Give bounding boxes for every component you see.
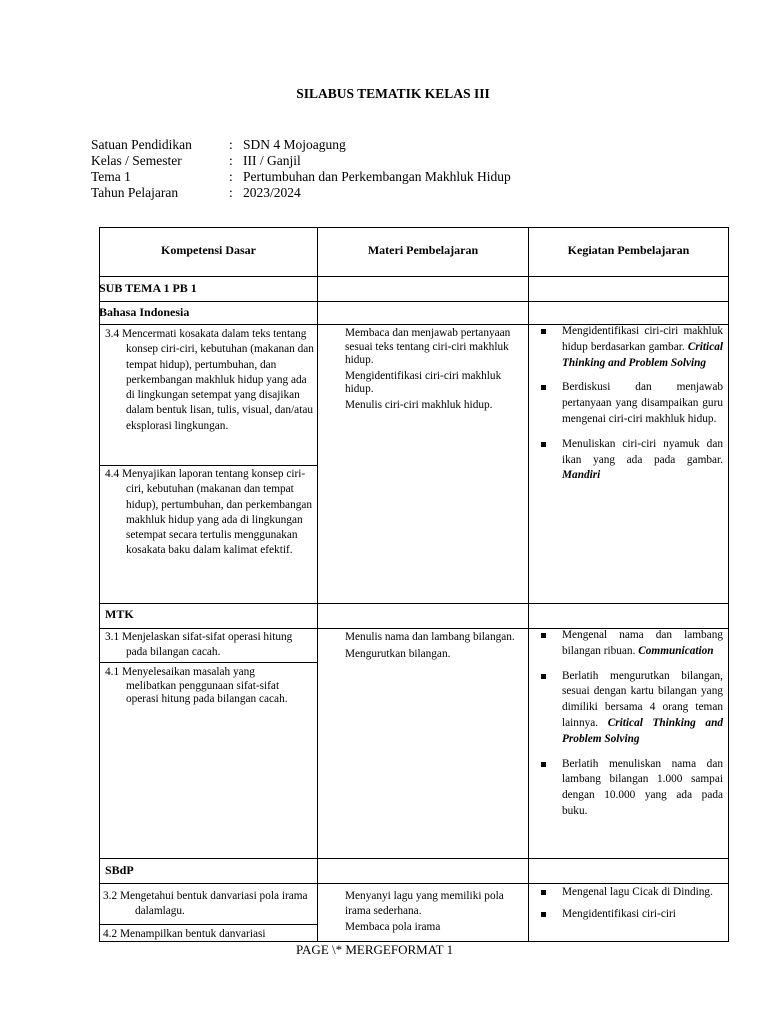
info-block (91, 137, 611, 207)
materi-item: Mengurutkan bilangan. (345, 647, 451, 660)
materi-item: Mengidentifikasi ciri-ciri makhluk hidup. (345, 369, 502, 396)
kegiatan-text: Berlatih menuliskan nama dan lambang bilangan 1.000 sampai dengan 10.000 yang ada pada buku. (562, 757, 723, 817)
materi-item: Menyanyi lagu yang memiliki pola irama sederhana. (345, 890, 504, 917)
kd-item (105, 666, 305, 707)
materi-cell (345, 631, 523, 661)
kd-text: 3.1 Menjelaskan sifat-sifat operasi hitung pada bilangan cacah. (105, 631, 293, 659)
kegiatan-item (538, 907, 723, 923)
materi-item: Menulis nama dan lambang bilangan. (345, 631, 515, 643)
materi-item: Menulis ciri-ciri makhluk hidup. (345, 398, 493, 411)
table-border (99, 276, 729, 277)
kegiatan-item (538, 669, 723, 748)
kegiatan-cell (538, 885, 723, 941)
kegiatan-text: Mengenal lagu Cicak di Dinding. (562, 886, 713, 898)
section-bahasa-indonesia: Bahasa Indonesia (99, 305, 190, 319)
materi-cell (345, 889, 523, 941)
table-border (99, 465, 318, 466)
materi-item: Membaca pola irama (345, 921, 441, 933)
kegiatan-text: Berdiskusi dan menjawab pertanyaan yang disampaikan guru mengenai ciri-ciri makhluk hidup. (562, 381, 723, 425)
info-sep: : (229, 153, 233, 168)
kegiatan-skill: Critical Thinking and Problem Solving (562, 716, 723, 745)
info-value: SDN 4 Mojoagung (243, 137, 346, 152)
kegiatan-skill: Communication (638, 644, 714, 657)
info-value: III / Ganjil (243, 153, 301, 168)
kegiatan-text: Berlatih mengurutkan bilangan, sesuai dengan kartu bilangan yang dimiliki bersama 4 orang teman lainnya. (562, 669, 723, 729)
info-label: Satuan Pendidikan (91, 137, 192, 152)
materi-cell (345, 327, 523, 413)
info-sep: : (229, 169, 233, 184)
info-row-class (91, 153, 611, 170)
kd-text: 4.1 Menyelesaikan masalah yang melibatkan penggunaan sifat-sifat operasi hitung pada bilangan cacah. (105, 666, 288, 706)
subtema-label: SUB TEMA 1 PB 1 (99, 281, 197, 295)
kd-text: 3.4 Mencermati kosakata dalam teks tentang konsep ciri-ciri, kebutuhan (makanan dan tempat hidup), pertumbuhan, dan perkembangan makhluk hidup yang ada di lingkungan setempat yang disajikan dalam bentuk lisan, tulis, visual, dan/atau eksplorasi lingkungan. (105, 328, 314, 432)
kegiatan-text: Mengidentifikasi ciri-ciri (562, 907, 676, 920)
kegiatan-cell (538, 324, 723, 493)
info-sep: : (229, 185, 233, 200)
kegiatan-skill: Critical Thinking and Problem Solving (562, 340, 723, 369)
header-materi: Materi Pembelajaran (367, 243, 479, 257)
materi-item: Membaca dan menjawab pertanyaan sesuai teks tentang ciri-ciri makhluk hidup. (345, 327, 511, 367)
kegiatan-item (538, 628, 723, 660)
table-border (99, 858, 729, 859)
kegiatan-item (538, 437, 723, 484)
info-sep: : (229, 137, 233, 152)
info-value: Pertumbuhan dan Perkembangan Makhluk Hidup (243, 169, 511, 184)
kegiatan-text: Menuliskan ciri-ciri nyamuk dan ikan yang ada pada gambar. (562, 437, 723, 466)
info-label: Kelas / Semester (91, 153, 182, 168)
kd-text: 3.2 Mengetahui bentuk danvariasi pola irama dalamlagu. (103, 890, 308, 918)
kd-item (105, 327, 315, 434)
kegiatan-item (538, 757, 723, 820)
table-border (99, 662, 318, 663)
info-label: Tema 1 (91, 169, 131, 184)
kegiatan-cell (538, 628, 723, 829)
info-row-year (91, 185, 611, 202)
page-footer: PAGE \* MERGEFORMAT 1 (296, 942, 454, 957)
header-kompetensi-dasar: Kompetensi Dasar (161, 243, 256, 257)
table-border (99, 924, 318, 925)
kd-text: 4.2 Menampilkan bentuk danvariasi (103, 928, 266, 940)
info-row-theme (91, 169, 611, 186)
kegiatan-text: Mengidentifikasi ciri-ciri makhluk hidup berdasarkan gambar. (562, 325, 723, 353)
kd-item (105, 467, 315, 559)
info-label: Tahun Pelajaran (91, 185, 179, 200)
kd-item (103, 927, 317, 941)
kegiatan-item (538, 380, 723, 427)
info-row-school (91, 137, 611, 154)
kegiatan-text: Mengenal nama dan lambang bilangan ribuan. (562, 629, 723, 657)
table-border (99, 883, 729, 884)
table-border (728, 227, 729, 942)
section-sbdp: SBdP (105, 863, 134, 877)
table-border (99, 227, 729, 228)
section-mtk: MTK (105, 607, 134, 621)
table-border (99, 603, 729, 604)
kd-text: 4.4 Menyajikan laporan tentang konsep ciri-ciri, kebutuhan (makanan dan tempat hidup), pertumbuhan, dan perkembangan makhluk hidup yang ada di lingkungan setempat secara tertulis menggunakan kosakata baku dalam kalimat efektif. (105, 468, 313, 557)
document-title: SILABUS TEMATIK KELAS III (296, 86, 490, 101)
kd-item (103, 889, 313, 920)
kegiatan-skill: Mandiri (562, 469, 601, 482)
table-border (317, 227, 318, 942)
kegiatan-item (538, 324, 723, 371)
table-border (99, 301, 729, 302)
kd-item (105, 630, 315, 661)
info-value: 2023/2024 (243, 185, 301, 200)
table-border (528, 227, 529, 942)
header-kegiatan: Kegiatan Pembelajaran (567, 243, 690, 257)
kegiatan-item (538, 885, 723, 901)
table-border (99, 227, 100, 942)
